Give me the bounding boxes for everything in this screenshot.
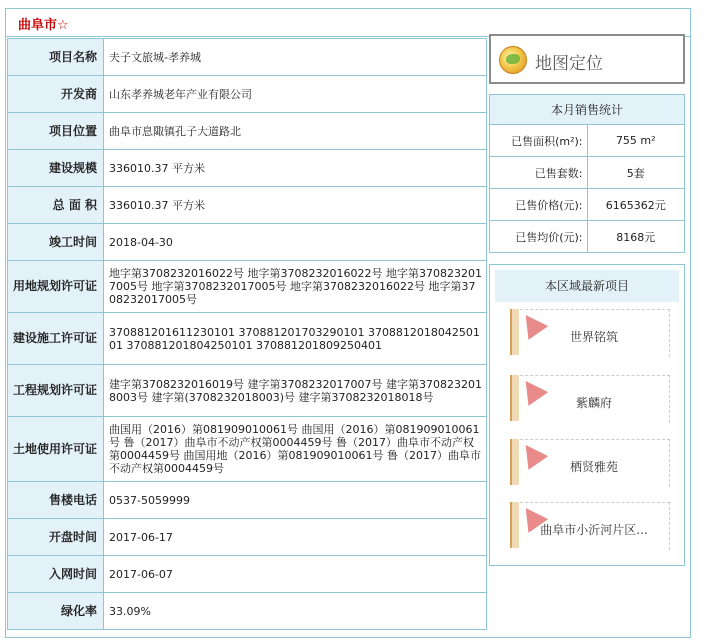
recent-project-item[interactable] [510, 309, 678, 361]
info-row [8, 593, 487, 630]
info-label: 入网时间 [8, 556, 104, 593]
info-row [8, 417, 487, 482]
sales-key: 已售均价(元): [490, 221, 588, 253]
info-row [8, 39, 487, 76]
info-label: 土地使用许可证 [8, 417, 104, 482]
map-location-button[interactable] [489, 34, 685, 84]
recent-projects-panel [489, 264, 685, 566]
info-row [8, 482, 487, 519]
sales-value: 5套 [587, 157, 685, 189]
info-value: 336010.37 平方米 [104, 150, 487, 187]
info-label: 项目名称 [8, 39, 104, 76]
info-row [8, 261, 487, 313]
info-label: 建设规模 [8, 150, 104, 187]
info-row [8, 76, 487, 113]
info-row [8, 150, 487, 187]
sales-key: 已售面积(m²): [490, 125, 588, 157]
sales-value: 755 m² [587, 125, 685, 157]
sales-row [490, 221, 685, 253]
info-label: 开盘时间 [8, 519, 104, 556]
info-value: 33.09% [104, 593, 487, 630]
info-value: 建字第3708232016019号 建字第3708232017007号 建字第3708232018003号 建字第(3708232018003)号 建字第3708232018018号 [104, 365, 487, 417]
info-value: 地字第3708232016022号 地字第3708232016022号 地字第3708232017005号 地字第3708232017005号 地字第3708232016022号 地字第3708232017005号 [104, 261, 487, 313]
recent-project-name[interactable]: 曲阜市小沂河片区... [540, 523, 648, 537]
info-label: 工程规划许可证 [8, 365, 104, 417]
info-row [8, 224, 487, 261]
recent-project-item[interactable] [510, 375, 678, 427]
recent-projects-title: 本区域最新项目 [495, 270, 679, 302]
recent-project-name[interactable]: 世界铭筑 [569, 330, 618, 344]
info-label: 竣工时间 [8, 224, 104, 261]
info-row [8, 365, 487, 417]
info-label: 建设施工许可证 [8, 313, 104, 365]
info-value: 2017-06-17 [104, 519, 487, 556]
sales-row [490, 189, 685, 221]
sales-key: 已售价格(元): [490, 189, 588, 221]
info-row [8, 313, 487, 365]
info-value: 370881201611230101 370881201703290101 370881201804250101 370881201804250101 370881201809250401 [104, 313, 487, 365]
globe-icon [499, 46, 527, 74]
info-value: 336010.37 平方米 [104, 187, 487, 224]
info-row [8, 113, 487, 150]
info-label: 售楼电话 [8, 482, 104, 519]
recent-project-name[interactable]: 栖贤雅苑 [569, 460, 618, 474]
recent-project-name[interactable]: 紫麟府 [575, 396, 612, 410]
map-location-label: 地图定位 [535, 54, 603, 74]
city-title[interactable]: 曲阜市☆ [18, 18, 69, 33]
star-icon[interactable]: ☆ [57, 18, 69, 33]
info-value: 曲国用（2016）第081909010061号 曲国用（2016）第081909010061号 鲁（2017）曲阜市不动产权第0004459号 鲁（2017）曲阜市不动产权第0004459号 曲国用地（2016）第081909010061号 鲁（2017）曲阜市不动产权第0004459号 [104, 417, 487, 482]
sales-value: 6165362元 [587, 189, 685, 221]
info-label: 用地规划许可证 [8, 261, 104, 313]
info-label: 开发商 [8, 76, 104, 113]
recent-project-item[interactable] [510, 502, 678, 554]
sales-row [490, 125, 685, 157]
info-row [8, 556, 487, 593]
recent-project-item[interactable] [510, 439, 678, 491]
monthly-sales-title: 本月销售统计 [490, 95, 685, 125]
info-row [8, 187, 487, 224]
sales-value: 8168元 [587, 221, 685, 253]
info-value: 夫子文旅城-孝养城 [104, 39, 487, 76]
title-bar [6, 9, 690, 37]
info-value: 0537-5059999 [104, 482, 487, 519]
info-value: 2017-06-07 [104, 556, 487, 593]
sales-row [490, 157, 685, 189]
info-label: 总 面 积 [8, 187, 104, 224]
info-value: 2018-04-30 [104, 224, 487, 261]
info-row [8, 519, 487, 556]
sales-key: 已售套数: [490, 157, 588, 189]
info-value: 山东孝养城老年产业有限公司 [104, 76, 487, 113]
monthly-sales-table [489, 94, 685, 253]
project-info-table [7, 38, 487, 630]
info-value: 曲阜市息陬镇孔子大道路北 [104, 113, 487, 150]
info-label: 项目位置 [8, 113, 104, 150]
info-label: 绿化率 [8, 593, 104, 630]
